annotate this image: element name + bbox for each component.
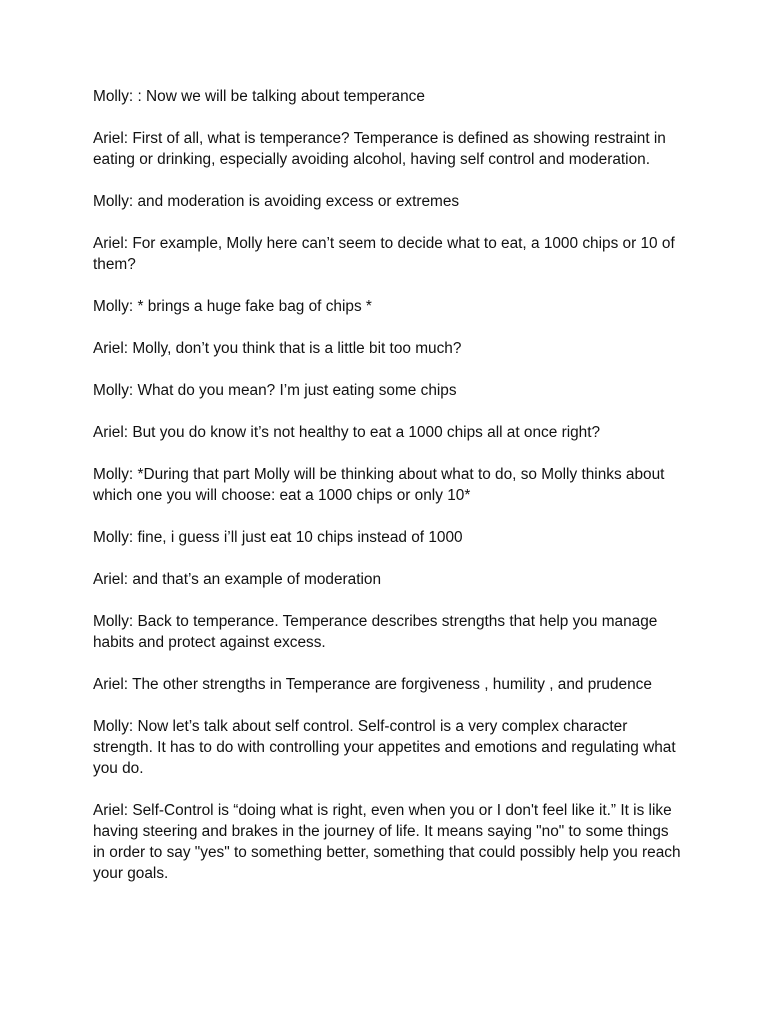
paragraph: Molly: : Now we will be talking about temperance (93, 88, 425, 105)
paragraph: Molly: fine, i guess i’ll just eat 10 chips instead of 1000 (93, 529, 463, 546)
paragraph: Ariel: Self-Control is “doing what is right, even when you or I don't feel like it.” It is like having steering and brakes in the journey of life. It means saying "no" to some things in order to say "yes" to something better, something that could possibly help you reach your goals. (93, 802, 681, 882)
paragraph: Molly: and moderation is avoiding excess or extremes (93, 193, 460, 210)
paragraph: Ariel: and that’s an example of moderation (93, 571, 382, 588)
paragraph: Ariel: First of all, what is temperance? Temperance is defined as showing restraint in eating or drinking, especially avoiding alcohol, having self control and moderation. (93, 130, 666, 168)
paragraph: Molly: What do you mean? I’m just eating some chips (93, 382, 457, 399)
paragraph: Ariel: But you do know it’s not healthy to eat a 1000 chips all at once right? (93, 424, 601, 441)
paragraph: Ariel: Molly, don’t you think that is a little bit too much? (93, 340, 462, 357)
paragraph: Molly: * brings a huge fake bag of chips * (93, 298, 372, 315)
document-body (93, 86, 683, 905)
paragraph: Molly: *During that part Molly will be thinking about what to do, so Molly thinks about which one you will choose: eat a 1000 chips or only 10* (93, 466, 665, 504)
paragraph: Ariel: For example, Molly here can’t seem to decide what to eat, a 1000 chips or 10 of them? (93, 235, 675, 273)
paragraph: Molly: Back to temperance. Temperance describes strengths that help you manage habits and protect against excess. (93, 613, 658, 651)
paragraph: Ariel: The other strengths in Temperance are forgiveness , humility , and prudence (93, 676, 652, 693)
paragraph: Molly: Now let’s talk about self control. Self-control is a very complex character strength. It has to do with controlling your appetites and emotions and regulating what you do. (93, 718, 676, 777)
